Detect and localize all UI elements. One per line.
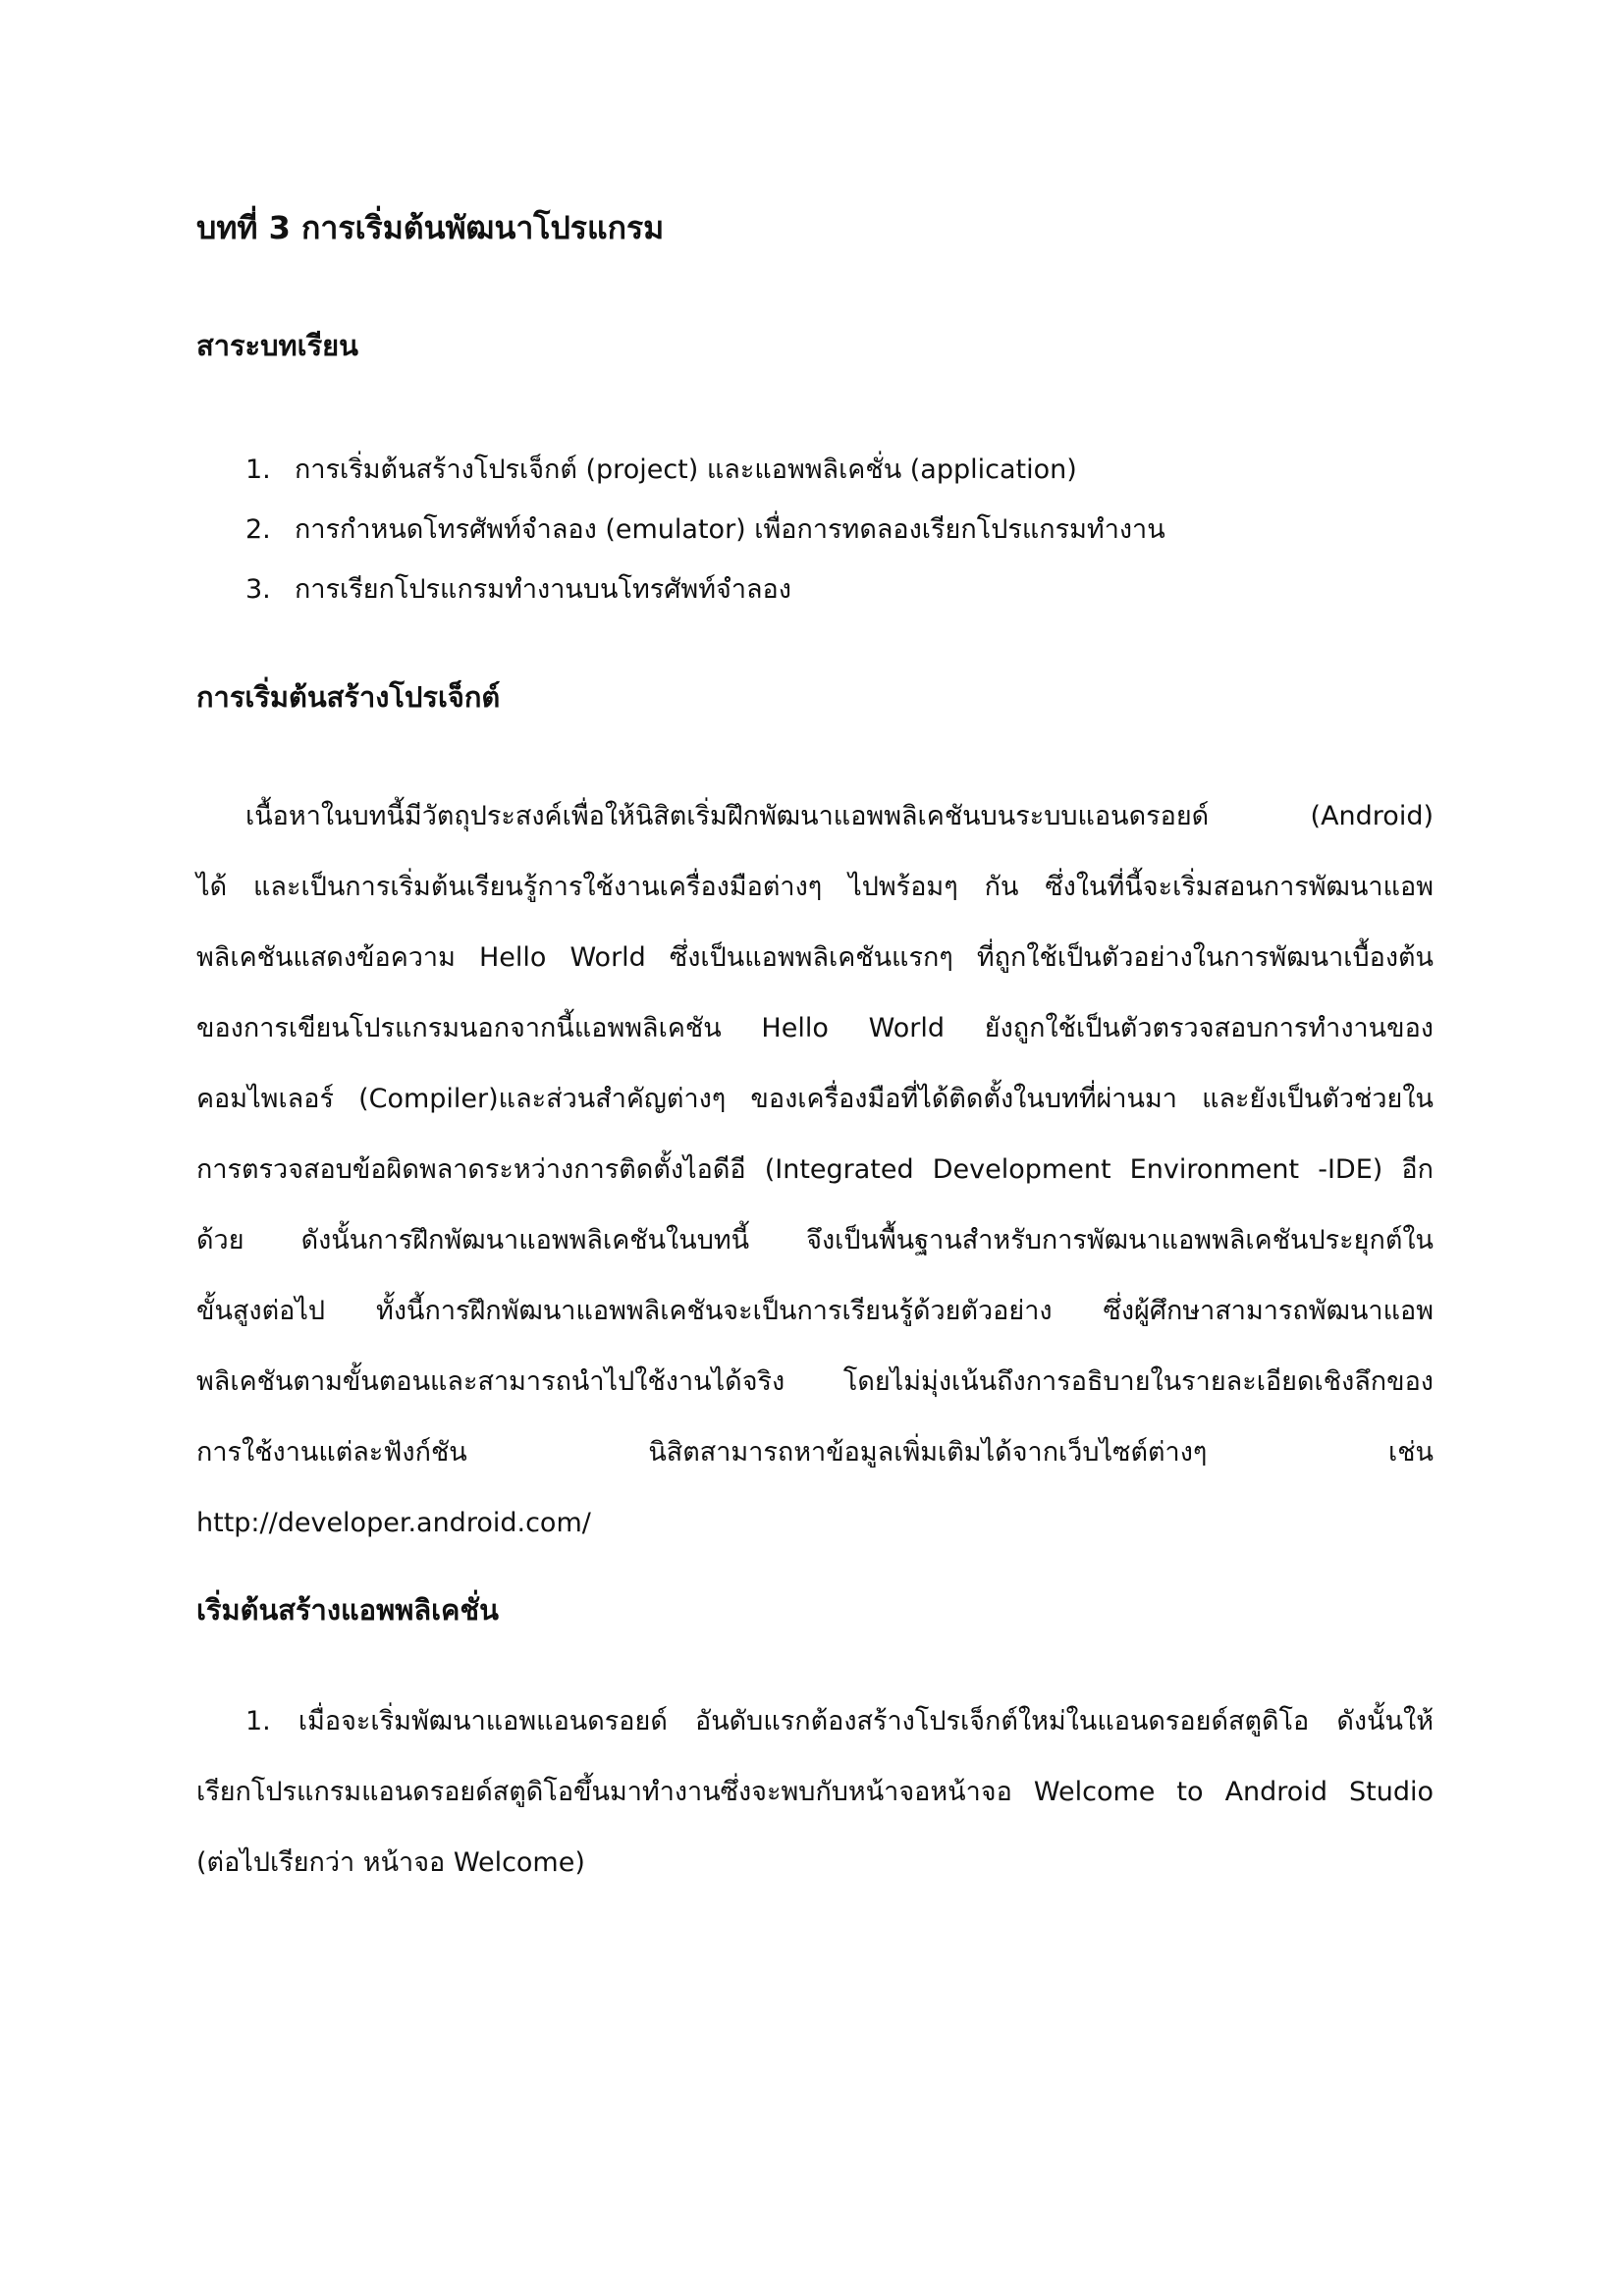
chapter-title: บทที่ 3 การเริ่มต้นพัฒนาโปรแกรม [196,209,665,246]
paragraph-line: (ต่อไปเรียกว่า หน้าจอ Welcome) [196,1847,585,1878]
intro-paragraph [196,781,1434,1559]
list-item [196,500,1434,560]
start-app-heading: เริ่มต้นสร้างแอพพลิเคชั่น [196,1593,499,1627]
paragraph-line: ขั้นสูงต่อไป ทั้งนี้การฝึกพัฒนาแอพพลิเคชันจะเป็นการเรียนรู้ด้วยตัวอย่าง ซึ่งผู้ศึกษาสามารถพัฒนาแอพ [196,1296,1434,1326]
list-item-text: การกำหนดโทรศัพท์จำลอง (emulator) เพื่อการทดลองเรียกโปรแกรมทำงาน [295,514,1165,545]
paragraph-line: การใช้งานแต่ละฟังก์ชัน นิสิตสามารถหาข้อมูลเพิ่มเติมได้จากเว็บไซต์ต่างๆ เช่น [196,1437,1434,1468]
list-item-text: การเริ่มต้นสร้างโปรเจ็กต์ (project) และแอพพลิเคชั่น (application) [295,454,1077,485]
list-item-number: 2. [245,514,271,545]
start-project-heading: การเริ่มต้นสร้างโปรเจ็กต์ [196,680,501,714]
list-item-text: การเรียกโปรแกรมทำงานบนโทรศัพท์จำลอง [295,574,791,605]
paragraph-line: ได้ และเป็นการเริ่มต้นเรียนรู้การใช้งานเครื่องมือต่างๆ ไปพร้อมๆ กัน ซึ่งในที่นี้จะเริ่มสอนการพัฒนาแอพ [196,872,1434,902]
paragraph-line: ด้วย ดังนั้นการฝึกพัฒนาแอพพลิเคชันในบทนี้ จึงเป็นพื้นฐานสำหรับการพัฒนาแอพพลิเคชันประยุกต์ใน [196,1225,1434,1255]
paragraph-line: ของการเขียนโปรแกรมนอกจากนี้แอพพลิเคชัน Hello World ยังถูกใช้เป็นตัวตรวจสอบการทำงานของ [196,1013,1434,1043]
paragraph-line: พลิเคชันแสดงข้อความ Hello World ซึ่งเป็นแอพพลิเคชันแรกๆ ที่ถูกใช้เป็นตัวอย่างในการพัฒนาเบื้องต้น [196,942,1434,973]
paragraph-line: พลิเคชันตามขั้นตอนและสามารถนำไปใช้งานได้จริง โดยไม่มุ่งเน้นถึงการอธิบายในรายละเอียดเชิงลึกของ [196,1366,1434,1397]
step1-paragraph [196,1686,1434,1898]
summary-list [196,440,1434,619]
paragraph-line: การตรวจสอบข้อผิดพลาดระหว่างการติดตั้งไอดีอี (Integrated Development Environment -IDE) อีก [196,1154,1434,1185]
paragraph-line: เนื้อหาในบทนี้มีวัตถุประสงค์เพื่อให้นิสิตเริ่มฝึกพัฒนาแอพพลิเคชันบนระบบแอนดรอยด์ (Android) [245,801,1434,831]
list-item-number: 3. [245,574,271,605]
paragraph-line: เรียกโปรแกรมแอนดรอยด์สตูดิโอขึ้นมาทำงานซึ่งจะพบกับหน้าจอหน้าจอ Welcome to Android Studio [196,1777,1434,1807]
list-item-number: 1. [245,454,271,485]
developer-url: http://developer.android.com/ [196,1508,591,1538]
paragraph-line: คอมไพเลอร์ (Compiler)และส่วนสำคัญต่างๆ ของเครื่องมือที่ได้ติดตั้งในบทที่ผ่านมา และยังเป็นตัวช่วยใน [196,1084,1434,1114]
list-item [196,440,1434,500]
summary-heading: สาระบทเรียน [196,329,358,362]
paragraph-line: 1. เมื่อจะเริ่มพัฒนาแอพแอนดรอยด์ อันดับแรกต้องสร้างโปรเจ็กต์ใหม่ในแอนดรอยด์สตูดิโอ ดังนั้นให้ [245,1706,1434,1736]
list-item [196,560,1434,619]
